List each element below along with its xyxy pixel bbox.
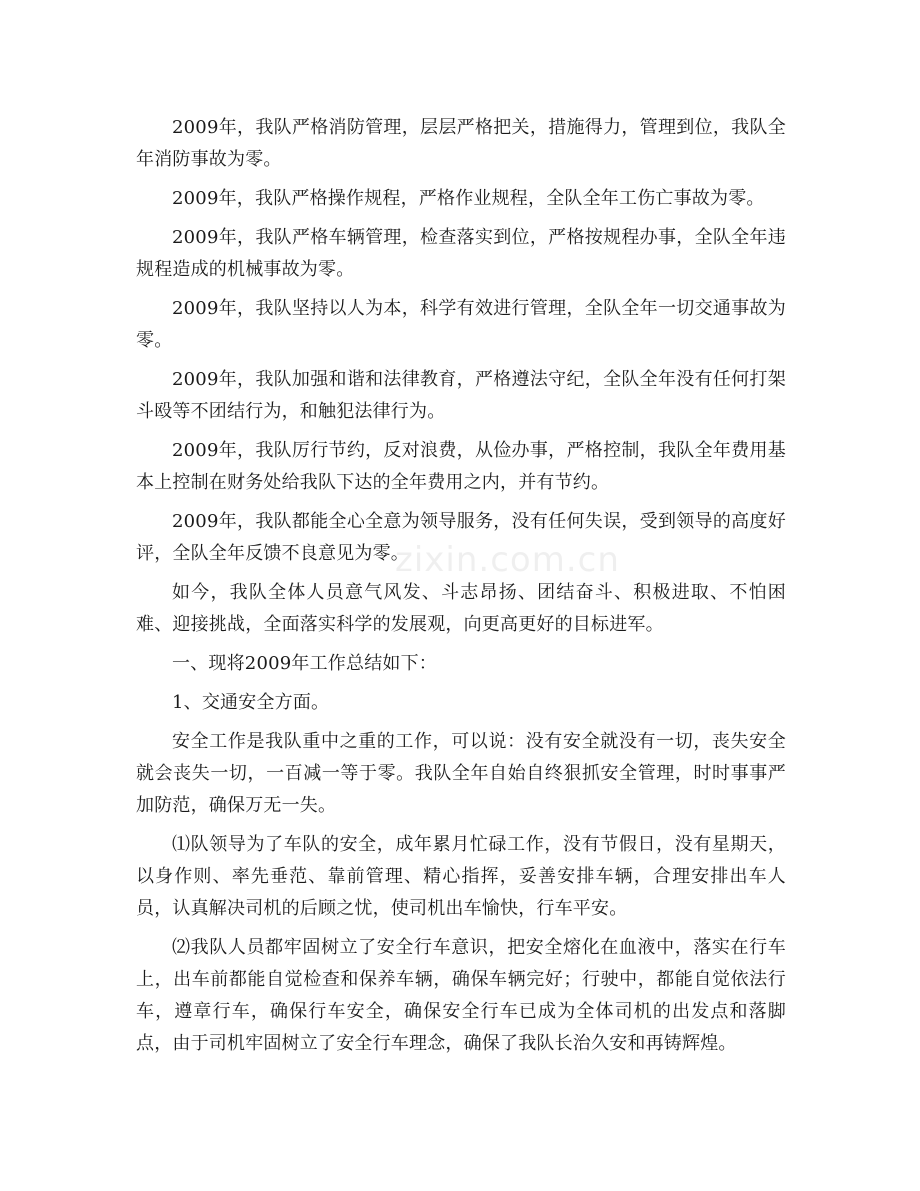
paragraph-fire-safety: 2009年，我队严格消防管理，层层严格把关，措施得力，管理到位，我队全年消防事故为零。 bbox=[136, 117, 786, 170]
paragraph-traffic-safety: 2009年，我队坚持以人为本，科学有效进行管理，全队全年一切交通事故为零。 bbox=[136, 298, 786, 351]
paragraph-safety-priority: 安全工作是我队重中之重的工作，可以说：没有安全就没有一切，丧失安全就会丧失一切，一百减一等于零。我队全年自始自终狠抓安全管理，时时事事严加防范，确保万无一失。 bbox=[136, 731, 786, 816]
paragraph-item-1: ⑴队领导为了车队的安全，成年累月忙碌工作，没有节假日，没有星期天，以身作则、率先垂范、靠前管理、精心指挥，妥善安排车辆，合理安排出车人员，认真解决司机的后顾之忧，使司机出车愉快，行车平安。 bbox=[136, 834, 786, 919]
paragraph-team-spirit: 如今，我队全体人员意气风发、斗志昂扬、团结奋斗、积极进取、不怕困难、迎接挑战，全面落实科学的发展观，向更高更好的目标进军。 bbox=[136, 582, 786, 635]
paragraph-vehicle-management: 2009年，我队严格车辆管理，检查落实到位，严格按规程办事，全队全年违规程造成的机械事故为零。 bbox=[136, 227, 786, 280]
watermark: zixin.com.cn bbox=[395, 540, 620, 580]
section-heading-summary: 一、现将2009年工作总结如下： bbox=[172, 653, 438, 674]
document-body bbox=[136, 112, 786, 1067]
paragraph-work-safety: 2009年，我队严格操作规程，严格作业规程，全队全年工伤亡事故为零。 bbox=[172, 188, 765, 209]
paragraph-cost-control: 2009年，我队厉行节约，反对浪费，从俭办事，严格控制，我队全年费用基本上控制在财务处给我队下达的全年费用之内，并有节约。 bbox=[136, 440, 786, 493]
paragraph-item-2: ⑵我队人员都牢固树立了安全行车意识，把安全熔化在血液中，落实在行车上，出车前都能自觉检查和保养车辆，确保车辆完好；行驶中，都能自觉依法行车，遵章行车，确保行车安全，确保安全行车已成为全体司机的出发点和落脚点，由于司机牢固树立了安全行车理念，确保了我队长治久安和再铸辉煌。 bbox=[136, 937, 786, 1054]
paragraph-legal-education: 2009年，我队加强和谐和法律教育，严格遵法守纪，全队全年没有任何打架斗殴等不团结行为，和触犯法律行为。 bbox=[136, 369, 786, 422]
subsection-heading-traffic: 1、交通安全方面。 bbox=[172, 692, 330, 713]
paragraph-leadership-service: 2009年，我队都能全心全意为领导服务，没有任何失误，受到领导的高度好评，全队全年反馈不良意见为零。 bbox=[136, 511, 786, 564]
